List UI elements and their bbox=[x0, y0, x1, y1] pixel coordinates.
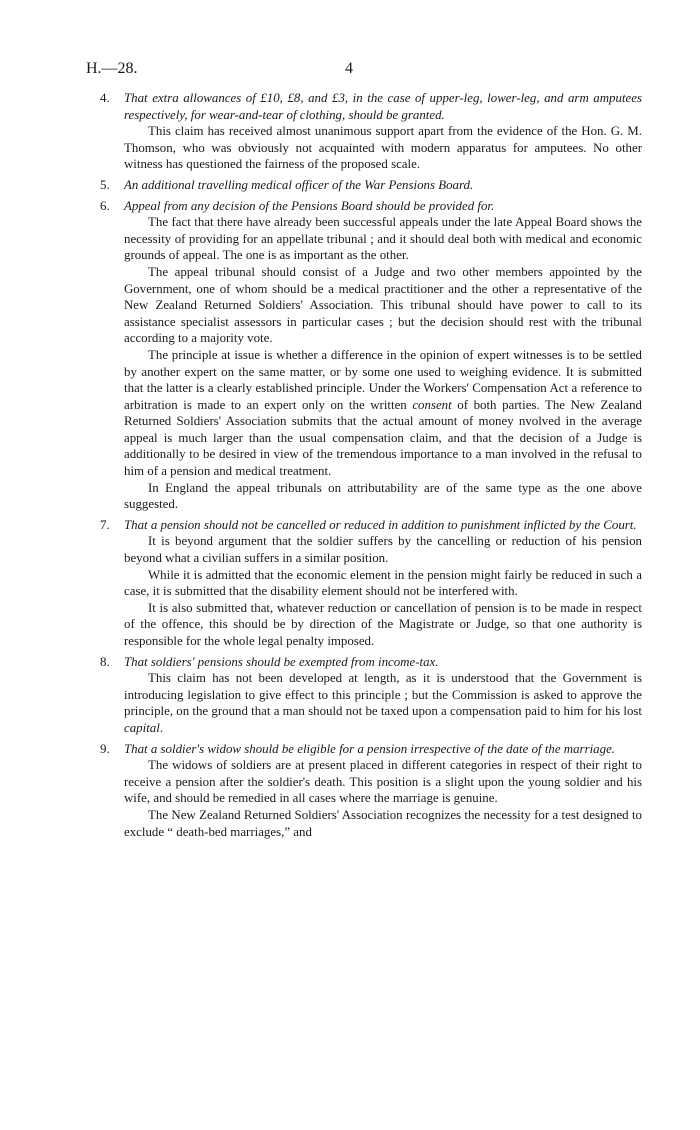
item-number: 7. bbox=[100, 517, 110, 532]
item-heading-text: That soldiers' pensions should be exempted from income-tax. bbox=[124, 654, 439, 669]
item-heading-text: That a pension should not be cancelled or reduced in addition to punishment inflicted by the Court. bbox=[124, 517, 637, 532]
item-heading bbox=[100, 177, 642, 194]
paragraph: The appeal tribunal should consist of a Judge and two other members appointed by the Government, one of whom should be a medical practitioner and the other a representative of the New Zealand Returned Soldiers' Association. This tribunal should have power to call to its assistance specialist assessors in particular cases ; but the decision should rest with the tribunal according to a majority vote. bbox=[124, 264, 642, 346]
item-heading bbox=[100, 517, 642, 534]
item-4 bbox=[100, 90, 642, 173]
item-heading bbox=[100, 741, 642, 758]
body-text bbox=[100, 90, 642, 840]
item-heading bbox=[100, 90, 642, 123]
page-number: 4 bbox=[345, 60, 353, 77]
item-heading-text: That a soldier's widow should be eligible for a pension irrespective of the date of the marriage. bbox=[124, 741, 616, 756]
paragraph: The New Zealand Returned Soldiers' Association recognizes the necessity for a test designed to exclude “ death-bed marriages,” and bbox=[124, 807, 642, 839]
document-reference: H.—28. bbox=[86, 60, 138, 77]
paragraph: It is beyond argument that the soldier suffers by the cancelling or reduction of his pension beyond what a civilian suffers in a similar position. bbox=[124, 534, 642, 566]
item-heading bbox=[100, 198, 642, 215]
item-number: 9. bbox=[100, 741, 110, 756]
paragraph: The fact that there have already been successful appeals under the late Appeal Board shows the necessity of providing for an appellate tribunal ; and it should deal both with medical and economic grounds of appeal. The one is as important as the other. bbox=[124, 215, 642, 263]
paragraph: This claim has not been developed at length, as it is understood that the Government is introducing legislation to give effect to this principle ; but the Commission is asked to approve the principle, on the ground that a man should not be taxed upon a compensation paid to him for his lost capital. bbox=[124, 671, 642, 735]
item-6 bbox=[100, 198, 642, 513]
paragraph: This claim has received almost unanimous support apart from the evidence of the Hon. G. M. Thomson, who was obviously not acquainted with modern apparatus for amputees. No other witness has questioned the fairness of the proposed scale. bbox=[124, 124, 642, 172]
item-number: 4. bbox=[100, 91, 110, 105]
paragraph: While it is admitted that the economic element in the pension might fairly be reduced in such a case, it is submitted that the disability element should not be interfered with. bbox=[124, 567, 642, 599]
item-5 bbox=[100, 177, 642, 194]
item-number: 5. bbox=[100, 177, 110, 192]
item-8 bbox=[100, 654, 642, 737]
paragraph: The principle at issue is whether a difference in the opinion of expert witnesses is to be settled by another expert on the same matter, or by some one used to weighing evidence. It is submitted that the latter is a clearly established principle. Under the Workers' Compensation Act a reference to arbitration is made to an expert only on the written consent of both parties. The New Zealand Returned Soldiers' Association submits that the actual amount of money nvolved in the average appeal is much larger than the usual compensation claim, and that the decision of a Judge is additionally to be desired in view of the tremendous importance to a man involved in the refusal to him of a pension and medical treatment. bbox=[124, 347, 643, 479]
item-7 bbox=[100, 517, 642, 650]
item-9 bbox=[100, 741, 642, 841]
paragraph: The widows of soldiers are at present placed in different categories in respect of their right to receive a pension after the soldier's death. This position is a slight upon the young soldier and his wife, and should be remedied in all cases where the marriage is genuine. bbox=[124, 758, 642, 806]
item-number: 8. bbox=[100, 654, 110, 669]
item-heading-text: That extra allowances of £10, £8, and £3, in the case of upper-leg, lower-leg, and arm amputees respectively, for wear-and-tear of clothing, should be granted. bbox=[124, 91, 642, 122]
paragraph: In England the appeal tribunals on attributability are of the same type as the one above suggested. bbox=[124, 480, 642, 512]
item-number: 6. bbox=[100, 198, 110, 213]
item-heading-text: An additional travelling medical officer of the War Pensions Board. bbox=[124, 177, 474, 192]
item-heading-text: Appeal from any decision of the Pensions Board should be provided for. bbox=[124, 198, 495, 213]
item-heading bbox=[100, 654, 642, 671]
paragraph: It is also submitted that, whatever reduction or cancellation of pension is to be made in respect of the offence, this should be by direction of the Magistrate or Judge, so that one authority is responsible for the whole legal penalty imposed. bbox=[124, 600, 642, 648]
